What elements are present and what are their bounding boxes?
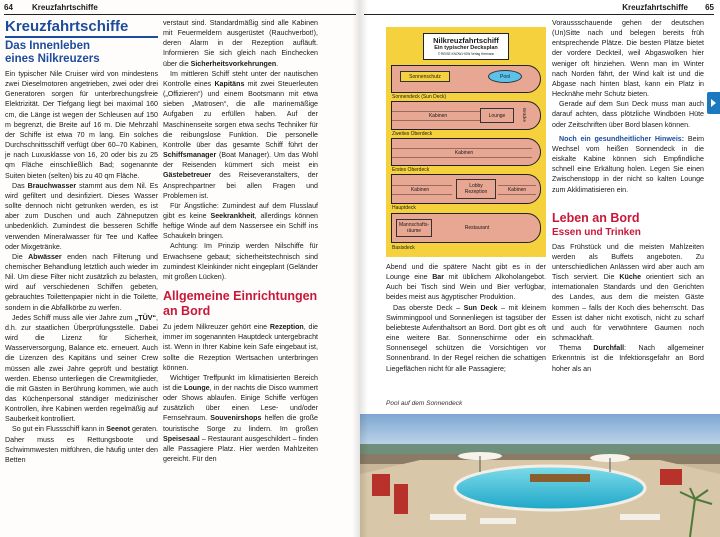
reception-label: Rezeption xyxy=(464,189,488,195)
left-column-2 xyxy=(163,18,318,464)
deck-plan-credit: © REISE KNOW-HOW Verlag Hermann xyxy=(437,52,495,56)
paragraph: Abend und die spätere Nacht gibt es in der Lounge eine Bar mit üblichem Alkoholangebot. Auch bei Tisch sind Wein und Bier verfügbar, beides meist aus ägyptischer Produktion. xyxy=(386,263,547,302)
second-upper-deck xyxy=(391,101,541,130)
lobby-reception xyxy=(456,179,496,199)
running-head-right: Kreuzfahrtschiffe xyxy=(622,2,688,12)
page-number-left: 64 xyxy=(4,2,13,12)
cabins-main: Kabinen xyxy=(400,186,440,194)
pool-area: Pool xyxy=(488,70,522,83)
paragraph: So gut ein Flussschiff kann in Seenot geraten. Daher muss es Rettungsboote und Schwimmwesten mitführen, die häufig unter den Betten xyxy=(5,425,158,464)
paragraph: Das Brauchwasser stammt aus dem Nil. Es wird gefiltert und desinfiziert. Dieses Wasser sollte dennoch nicht getrunken werden, es ist aber zum Duschen und auch Zähneputzen unbedenklich. Zumindest die besseren Schiffe verwenden Mineralwasser für Tee und Kaffee oder Mixgetränke. xyxy=(5,181,158,251)
col-b-after-paragraphs xyxy=(552,242,704,374)
paragraph: Achtung: Im Prinzip werden Nilschiffe für Erwachsene gebaut; sicherheitstechnisch sind zumindest Kleinkinder nicht eingeplant (Geländer mit großen Lücken). xyxy=(163,242,318,281)
paragraph: Die Abwässer enden nach Filterung und chemischer Behandlung letztlich auch wieder im Nil. Um diese Filter nicht zusätzlich zu belasten, wird auf verschiedenen Schiffen gebeten, gebrauchtes Toilettenpapier nicht in die Toilette, sondern in die Abfallkörbe zu werfen. xyxy=(5,252,158,312)
right-page xyxy=(360,0,720,537)
health-note-text: Beim Wechsel vom heißen Sonnendeck in die eiskalte Kabine können sich Empfindliche schnell eine Erkältung holen. Legen Sie einen Zwischenstopp in der nicht so kalten Lounge zum Akklimatisieren ein. xyxy=(552,134,704,194)
deck-label-base: Basisdeck xyxy=(392,245,415,251)
paragraph: Gerade auf dem Sun Deck muss man auch darauf achten, dass plötzliche Windböen Hüte oder Zeitschriften über Bord blasen können. xyxy=(552,100,704,129)
right-column-b xyxy=(552,18,704,374)
chapter-tab[interactable] xyxy=(707,92,720,114)
col1-paragraphs xyxy=(5,69,158,465)
paragraph: Jedes Schiff muss alle vier Jahre zum „TÜV“, d.h. zur staatlichen Überprüfungsstelle. Dabei wird die Lizenz für Sicherheit, Wasserversorgung, Balance etc. erneuert. Auch die Lizenzen des Kapitäns und seiner Crew müssen alle zwei Jahre geprüft und bestätigt werden. Ebenso unterliegen die Crewmitglieder, die mit Gästen in Berührung kommen, wie auch das Küchenpersonal ständiger medizinischer Kontrollen, ihre Kabinen werden regelmäßig auf Sauberkeit kontrolliert. xyxy=(5,313,158,424)
chevron-right-icon xyxy=(711,99,716,107)
lobby-label: Lobby xyxy=(469,183,483,189)
cabins-second-upper: Kabinen xyxy=(418,112,458,120)
facilities-heading-line2: an Bord xyxy=(163,304,211,319)
section-heading-line2: eines Nilkreuzers xyxy=(5,53,100,65)
main-deck xyxy=(391,174,541,204)
right-running-header xyxy=(360,0,720,14)
left-running-header xyxy=(0,0,360,14)
paragraph: Im mittleren Schiff steht unter der nautischen Kontrolle eines Kapitäns mit zwei Steuerleuten („Offizieren“) und einem Bootsmann mit etwa sieben „Matrosen“, die alle marinemäßige Aufgaben zu erfüllen haben. Auf der Maschinenseite sorgen etwa sechs Techniker für die reibungslose Funktion. Die personelle Kontrolle über das gesamte Schiff führt der Schiffsmanager (Boat Manager). Um das Wohl der Reisenden kümmert sich meist ein Gästebetreuer des Reiseveranstalters, der Ansprechpartner bei allen Fragen und Problemen ist. xyxy=(163,69,318,200)
base-deck xyxy=(391,213,541,243)
page-number-right: 65 xyxy=(705,2,714,12)
life-on-board-heading: Leben an Bord xyxy=(552,210,640,225)
paragraph: Für Ängstliche: Zumindest auf dem Flusslauf gibt es keine Seekrankheit, allerdings können heftige Winde auf dem Nassersee ein Schiff ins Schaukeln bringen. xyxy=(163,201,318,241)
paragraph: Thema Durchfall: Nach allgemeiner Erkenntnis ist die Infektionsgefahr an Bord hoher als an xyxy=(552,344,704,373)
left-column-1 xyxy=(5,18,158,465)
sun-deck xyxy=(391,65,541,93)
right-column-a xyxy=(386,262,546,374)
paragraph: Das Frühstück und die meisten Mahlzeiten werden als Buffets angeboten. Zu unterschiedlichen Anlässen wird aber auch am Tisch serviert. Die Küche orientiert sich an internationalen Standards und den Gerichten des Landes, aus dem die meisten Gäste kommen – falls der Koch dies beherrscht. Das Essen ist daher nicht exotisch, nicht zu scharf und auch für verwöhntere Gaumen noch schmackhaft. xyxy=(552,242,704,343)
pool-photo-illustration xyxy=(360,414,720,537)
col-a-paragraphs xyxy=(386,262,546,374)
chapter-title: Kreuzfahrtschiffe xyxy=(5,18,129,35)
cabins-main-fore: Kabinen xyxy=(502,186,532,194)
first-upper-deck xyxy=(391,138,541,166)
lounge-room: Lounge xyxy=(480,108,514,123)
sunshade-area: Sonnenschutz xyxy=(400,71,450,82)
section-heading-line1: Das Innenleben xyxy=(5,40,90,52)
photo-caption: Pool auf dem Sonnendeck xyxy=(386,400,463,407)
col2-paragraphs xyxy=(163,18,318,282)
deck-label-first-upper: Erstes Oberdeck xyxy=(392,167,430,173)
title-rule xyxy=(5,36,158,38)
health-note-label: Noch ein gesundheitlicher Hinweis: xyxy=(559,134,685,143)
bridge-room: Brücke xyxy=(522,107,527,122)
facilities-heading-line1: Allgemeine Einrichtungen xyxy=(163,289,318,304)
deck-plan-title: Nilkreuzfahrtschiff xyxy=(433,36,499,45)
deck-plan-figure xyxy=(386,27,546,257)
paragraph: Ein typischer Nile Cruiser wird von mindestens zwei Dieselmotoren angetrieben, zwei oder drei Generatoren sorgen für unterbrechungsfreie Elektrizität. Der Tiefgang liegt bei maximal 160 cm, die Länge ist wegen der Schleusen auf 150 m begrenzt, die Breite auf 16 m. Die Mehrzahl der Schiffe ist etwa 70 m lang. Ein solches Durchschnittsschiff verfügt über 60–70 Kabinen, je nach Luxusklasse von 16, 20 oder bis zu 25 qm Fläche einschließlich Bad; sogenannte Suiten bieten (selten) bis zu 40 qm Fläche. xyxy=(5,70,158,180)
food-drink-heading: Essen und Trinken xyxy=(552,226,641,238)
sun-deck-pool-photo xyxy=(360,414,720,537)
crew-quarters: Mannschafts- räume xyxy=(396,219,432,237)
deck-label-sun: Sonnendeck (Sun Deck) xyxy=(392,94,447,100)
paragraph: Zu jedem Nilkreuzer gehört eine Rezeption, die immer im sogenannten Hauptdeck untergebracht ist. Wenn in Ihrer Kabine kein Safe eingebaut ist, sollte die Rezeption Wertsachen unterbringen können. xyxy=(163,323,318,372)
deck-plan-subtitle: Ein typischer Decksplan xyxy=(434,45,498,51)
health-note xyxy=(552,134,704,195)
running-head-left: Kreuzfahrtschiffe xyxy=(32,2,98,12)
deck-label-second-upper: Zweites Oberdeck xyxy=(392,131,433,137)
col-b-paragraphs xyxy=(552,18,704,130)
deck-label-main: Hauptdeck xyxy=(392,205,416,211)
col2-after-paragraphs xyxy=(163,322,318,464)
cabins-first-upper: Kabinen xyxy=(444,149,484,157)
restaurant-room: Restaurant xyxy=(464,225,490,231)
paragraph: Das oberste Deck – Sun Deck – mit kleinem Swimmingpool und Sonnenliegen ist tagsüber der beliebteste Aufenthaltsort an Bord. Dort gibt es oft eine weitere Bar. Sonnenschirme oder ein Sonnensegel schützen die Vorsichtigen vor Sonnenbrand. In der Regel reichen die schattigen Liegeflächen nicht für alle Passagiere; xyxy=(386,303,546,373)
paragraph: verstaut sind. Standardmäßig sind alle Kabinen mit Feuermeldern ausgerüstet (Rauchverbot!), deren Alarm in der Rezeption aufläuft. Informieren Sie sich gleich nach Einchecken über die Sicherheitsvorkehrungen. xyxy=(163,19,318,68)
paragraph: Wichtiger Treffpunkt im klimatisierten Bereich ist die Lounge, in der nachts die Disco wummert oder Shows ablaufen. Einige Schiffe verfügen zusätzlich über einen Lese- und/oder Fernsehraum. Souvenirshops helfen die große touristische Sorge zu lindern. Im großen Speisesaal – Restaurant ausgeschildert – finden alle Passagiere Platz. Hier werden Mahlzeiten gereicht. Für den xyxy=(163,373,318,464)
paragraph: Voraussschauende gehen der deutschen (Un)Sitte nach und belegen bereits früh entsprechende Plätze. Die besten Plätze bietet der vordere Deckteil, weil Abgaswolken hier weniger oft hinziehen. Wenn man im Winter nach Norden fährt, der Wind kalt ist und die Abgase nach hinten blast, kann ein Platz in Hecknähe mehr Schutz bieten. xyxy=(552,19,704,99)
deck-plan-title-box xyxy=(423,33,509,60)
